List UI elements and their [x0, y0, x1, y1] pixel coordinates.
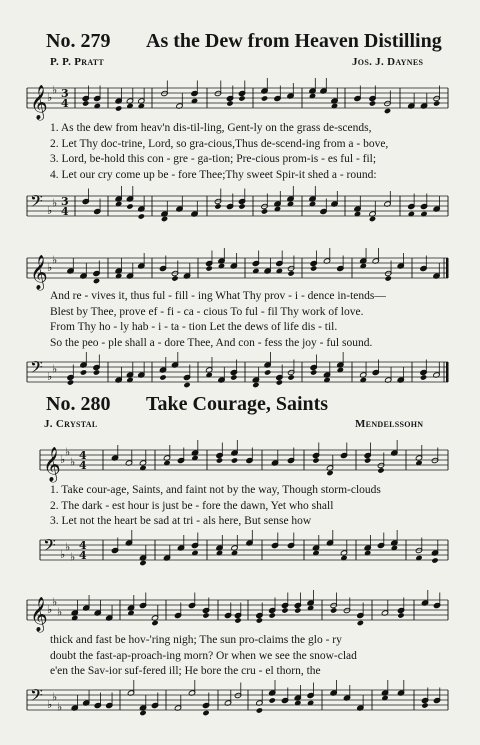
- note-head: [216, 457, 223, 463]
- hymn-280-system-2-lyrics: [50, 633, 450, 680]
- time-signature-denominator: 4: [61, 97, 69, 110]
- note-head: [385, 275, 392, 281]
- flat-icon: ♭: [52, 196, 58, 210]
- note-head: [287, 374, 294, 380]
- verse-line: So the peo - ple shall a - dore Thee, And con - fess the joy - ful sound.: [50, 336, 373, 349]
- note-head: [67, 379, 74, 385]
- staff-lines: [27, 362, 448, 382]
- note-head: [238, 203, 245, 209]
- note-head: [202, 710, 209, 716]
- note-head: [364, 457, 371, 463]
- note-head: [377, 467, 384, 473]
- flat-icon: ♭: [52, 595, 58, 609]
- note-head: [139, 560, 146, 566]
- time-signature-denominator: 4: [61, 205, 69, 218]
- bass-clef-icon: 𝄢: [30, 357, 43, 381]
- note-head: [226, 100, 233, 106]
- time-signature-numerator: 3: [61, 195, 69, 208]
- hymn-279-lyricist: P. P. Pratt: [50, 56, 105, 68]
- note-head: [420, 374, 427, 380]
- note-head: [82, 100, 89, 106]
- hymn-name: As the Dew from Heaven Distilling: [146, 30, 442, 52]
- hymn-280-title: [46, 393, 328, 416]
- note-head: [310, 265, 317, 271]
- hymn-number: No. 279: [46, 30, 111, 52]
- hymn-280-system-1-bass-staff: [0, 530, 480, 570]
- verse-line: And re - vives it, thus ful - fill - ing What Thy prov - i - dence in-tends—: [50, 290, 386, 302]
- flat-icon: ♭: [47, 261, 53, 274]
- staff-lines: [27, 258, 448, 278]
- flat-icon: ♭: [47, 91, 53, 104]
- hymn-279-system-1-treble-staff: [0, 78, 480, 118]
- note-head: [276, 379, 283, 385]
- hymn-279-system-2-bass-staff: [0, 352, 480, 392]
- verse-line: 2. The dark - est hour is just be - fore the dawn, Yet who shall: [50, 499, 334, 512]
- verse-line: 4. Let our cry come up be - fore Thee;Thy sweet Spir-it shed a - round:: [50, 168, 377, 181]
- note-head: [357, 620, 364, 626]
- note-head: [230, 374, 237, 380]
- note-head: [115, 105, 122, 111]
- time-signature-numerator: 4: [79, 539, 87, 552]
- hymn-280-system-1-treble-staff: [0, 440, 480, 480]
- treble-clef-icon: 𝄞: [30, 85, 48, 120]
- flat-icon: ♭: [70, 455, 76, 469]
- note-head: [93, 278, 100, 284]
- note-head: [231, 457, 238, 463]
- note-head: [326, 470, 333, 476]
- flat-icon: ♭: [52, 690, 58, 704]
- hymn-280-system-2-bass-staff: [0, 680, 480, 720]
- note-head: [287, 270, 294, 276]
- flat-icon: ♭: [60, 548, 66, 561]
- hymn-279-system-2-lyrics: [50, 289, 450, 351]
- bass-clef-icon: 𝄢: [30, 191, 43, 215]
- note-head: [310, 369, 317, 375]
- note-head: [151, 620, 158, 626]
- note-head: [269, 612, 276, 618]
- note-head: [126, 203, 133, 209]
- note-head: [269, 697, 276, 703]
- note-head: [80, 369, 87, 375]
- note-head: [281, 607, 288, 613]
- note-head: [369, 216, 376, 222]
- time-signature-numerator: 4: [79, 449, 87, 462]
- note-head: [261, 95, 268, 101]
- flat-icon: ♭: [57, 700, 63, 714]
- flat-icon: ♭: [60, 453, 66, 466]
- flat-icon: ♭: [47, 370, 53, 383]
- hymn-279-title: [46, 30, 442, 53]
- hymn-number: No. 280: [46, 393, 111, 415]
- note-head: [397, 612, 404, 618]
- bass-clef-icon: 𝄢: [43, 535, 56, 559]
- note-head: [161, 216, 168, 222]
- hymn-280-system-1-lyrics: [50, 483, 450, 530]
- treble-clef-icon: 𝄞: [30, 255, 48, 290]
- note-head: [294, 607, 301, 613]
- treble-clef-icon: 𝄞: [43, 447, 61, 482]
- note-head: [202, 612, 209, 618]
- flat-icon: ♭: [52, 253, 58, 267]
- note-head: [421, 702, 428, 708]
- hymn-279-system-1-bass-staff: [0, 186, 480, 226]
- verse-line: thick and fast be hov-'ring nigh; The sun pro-claims the glo - ry: [50, 634, 342, 646]
- verse-line: Blest by Thee, prove ef - fi - ca - cious To ful - fil Thy work of love.: [50, 305, 364, 318]
- flat-icon: ♭: [47, 603, 53, 616]
- note-head: [214, 203, 221, 209]
- flat-icon: ♭: [65, 540, 71, 554]
- note-head: [234, 617, 241, 623]
- hymn-279-composer: Jos. J. Daynes: [352, 56, 424, 68]
- flat-icon: ♭: [47, 698, 53, 711]
- hymn-279-system-1-lyrics: [50, 121, 450, 183]
- verse-line: 3. Lord, be-hold this con - gre - ga-tion; Pre-cious prom-is - es ful - fil;: [50, 153, 377, 165]
- flat-icon: ♭: [52, 83, 58, 97]
- note-head: [256, 707, 263, 713]
- note-head: [261, 208, 268, 214]
- note-head: [431, 557, 438, 563]
- flat-icon: ♭: [47, 204, 53, 217]
- hymn-280-system-2-treble-staff: [0, 590, 480, 630]
- bass-clef-icon: 𝄢: [30, 685, 43, 709]
- note-head: [264, 369, 271, 375]
- time-signature-numerator: 3: [61, 87, 69, 100]
- flat-icon: ♭: [65, 445, 71, 459]
- hymn-name: Take Courage, Saints: [146, 393, 329, 415]
- note-head: [139, 710, 146, 716]
- verse-line: 2. Let Thy doc-trine, Lord, so gra-cious,Thus de-scend-ing from a - bove,: [50, 137, 389, 150]
- hymn-280-composer: Mendelssohn: [355, 418, 424, 430]
- note-head: [312, 457, 319, 463]
- hymn-279-system-2-treble-staff: [0, 248, 480, 288]
- note-head: [206, 265, 213, 271]
- staff-lines: [40, 540, 448, 560]
- flat-icon: ♭: [52, 362, 58, 376]
- hymn-280-lyricist: J. Crystal: [44, 418, 98, 430]
- note-head: [252, 382, 259, 388]
- verse-line: e'en the Sav-ior suf-fered ill; He bore the cru - el thorn, the: [50, 665, 321, 677]
- note-head: [171, 275, 178, 281]
- note-head: [93, 369, 100, 375]
- verse-line: 1. Take cour-age, Saints, and faint not by the way, Though storm-clouds: [50, 484, 381, 496]
- note-head: [369, 100, 376, 106]
- note-head: [159, 374, 166, 380]
- verse-line: doubt the fast-ap-proach-ing morn? Or when we see the snow-clad: [50, 649, 357, 662]
- note-head: [330, 607, 337, 613]
- note-head: [384, 108, 391, 114]
- verse-line: From Thy ho - ly hab - i - ta - tion Let the dews of life dis - til.: [50, 321, 338, 333]
- note-head: [238, 95, 245, 101]
- time-signature-denominator: 4: [79, 459, 87, 472]
- note-head: [256, 617, 263, 623]
- treble-clef-icon: 𝄞: [30, 597, 48, 632]
- staff-lines: [40, 450, 448, 470]
- note-head: [433, 100, 440, 106]
- verse-line: 3. Let not the heart be sad at tri - als here, But sense how: [50, 515, 312, 527]
- time-signature-denominator: 4: [79, 549, 87, 562]
- verse-line: 1. As the dew from heav'n dis-til-ling, Gent-ly on the grass de-scends,: [50, 122, 372, 134]
- note-head: [138, 213, 145, 219]
- note-head: [183, 382, 190, 388]
- flat-icon: ♭: [70, 550, 76, 564]
- flat-icon: ♭: [57, 605, 63, 619]
